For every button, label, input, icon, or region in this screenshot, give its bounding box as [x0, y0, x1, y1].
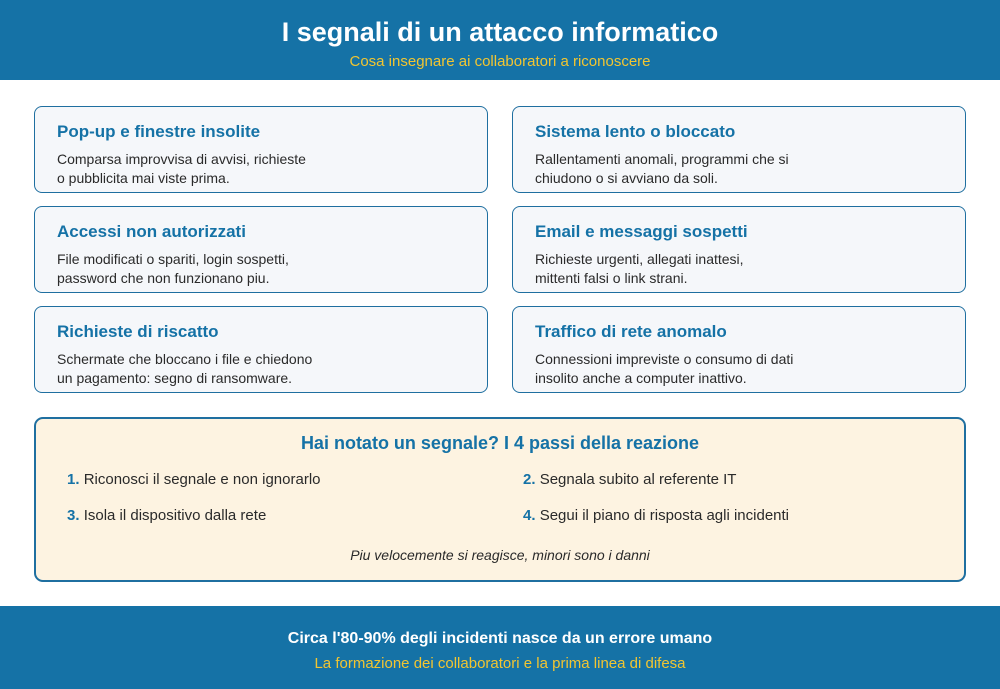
card-text — [57, 350, 357, 388]
step-number: 1. — [67, 471, 80, 488]
reaction-step — [67, 471, 321, 489]
signal-card-network-traffic — [512, 306, 966, 393]
signal-card-unauthorized-access — [34, 206, 488, 293]
card-text — [535, 150, 835, 188]
card-title: Richieste di riscatto — [57, 322, 219, 341]
card-text-line: Schermate che bloccano i file e chiedono — [57, 351, 313, 367]
card-text-line: insolito anche a computer inattivo. — [535, 370, 747, 386]
reaction-title: Hai notato un segnale? I 4 passi della reazione — [300, 433, 700, 453]
footer-statistic: Circa l'80-90% degli incidenti nasce da un errore umano — [287, 630, 713, 647]
footer-banner — [0, 606, 1000, 689]
step-text: Segnala subito al referente IT — [539, 471, 737, 488]
card-title: Email e messaggi sospetti — [535, 222, 748, 241]
card-text — [535, 250, 835, 288]
card-title: Accessi non autorizzati — [57, 222, 246, 241]
card-text — [535, 350, 835, 388]
card-text-line: password che non funzionano piu. — [57, 270, 270, 286]
footer-tagline: La formazione dei collaboratori e la prima linea di difesa — [314, 655, 686, 672]
card-text-line: o pubblicita mai viste prima. — [57, 170, 230, 186]
step-text: Isola il dispositivo dalla rete — [83, 507, 267, 524]
header-banner — [0, 0, 1000, 80]
card-text-line: File modificati o spariti, login sospetti, — [57, 251, 289, 267]
reaction-steps-panel — [34, 417, 966, 582]
card-title: Traffico di rete anomalo — [535, 322, 727, 341]
step-number: 3. — [67, 507, 80, 524]
page-subtitle: Cosa insegnare ai collaboratori a riconoscere — [349, 53, 651, 70]
signal-card-ransom — [34, 306, 488, 393]
step-text: Segui il piano di risposta agli incidenti — [539, 507, 790, 524]
card-title: Pop-up e finestre insolite — [57, 122, 261, 141]
page-title: I segnali di un attacco informatico — [281, 17, 719, 47]
card-text — [57, 250, 357, 288]
step-number: 2. — [523, 471, 536, 488]
card-text-line: Rallentamenti anomali, programmi che si — [535, 151, 789, 167]
card-text-line: Richieste urgenti, allegati inattesi, — [535, 251, 744, 267]
card-text-line: Comparsa improvvisa di avvisi, richieste — [57, 151, 306, 167]
signal-card-slow-system — [512, 106, 966, 193]
signal-card-popup — [34, 106, 488, 193]
reaction-note: Piu velocemente si reagisce, minori sono i danni — [350, 547, 650, 563]
reaction-step — [523, 471, 736, 489]
card-title: Sistema lento o bloccato — [535, 122, 736, 141]
card-text — [57, 150, 357, 188]
step-text: Riconosci il segnale e non ignorarlo — [83, 471, 321, 488]
card-text-line: chiudono o si avviano da soli. — [535, 170, 718, 186]
card-text-line: mittenti falsi o link strani. — [535, 270, 688, 286]
card-text-line: un pagamento: segno di ransomware. — [57, 370, 293, 386]
reaction-step — [67, 507, 266, 525]
signal-card-suspicious-email — [512, 206, 966, 293]
reaction-step — [523, 507, 789, 525]
card-text-line: Connessioni impreviste o consumo di dati — [535, 351, 794, 367]
step-number: 4. — [523, 507, 536, 524]
